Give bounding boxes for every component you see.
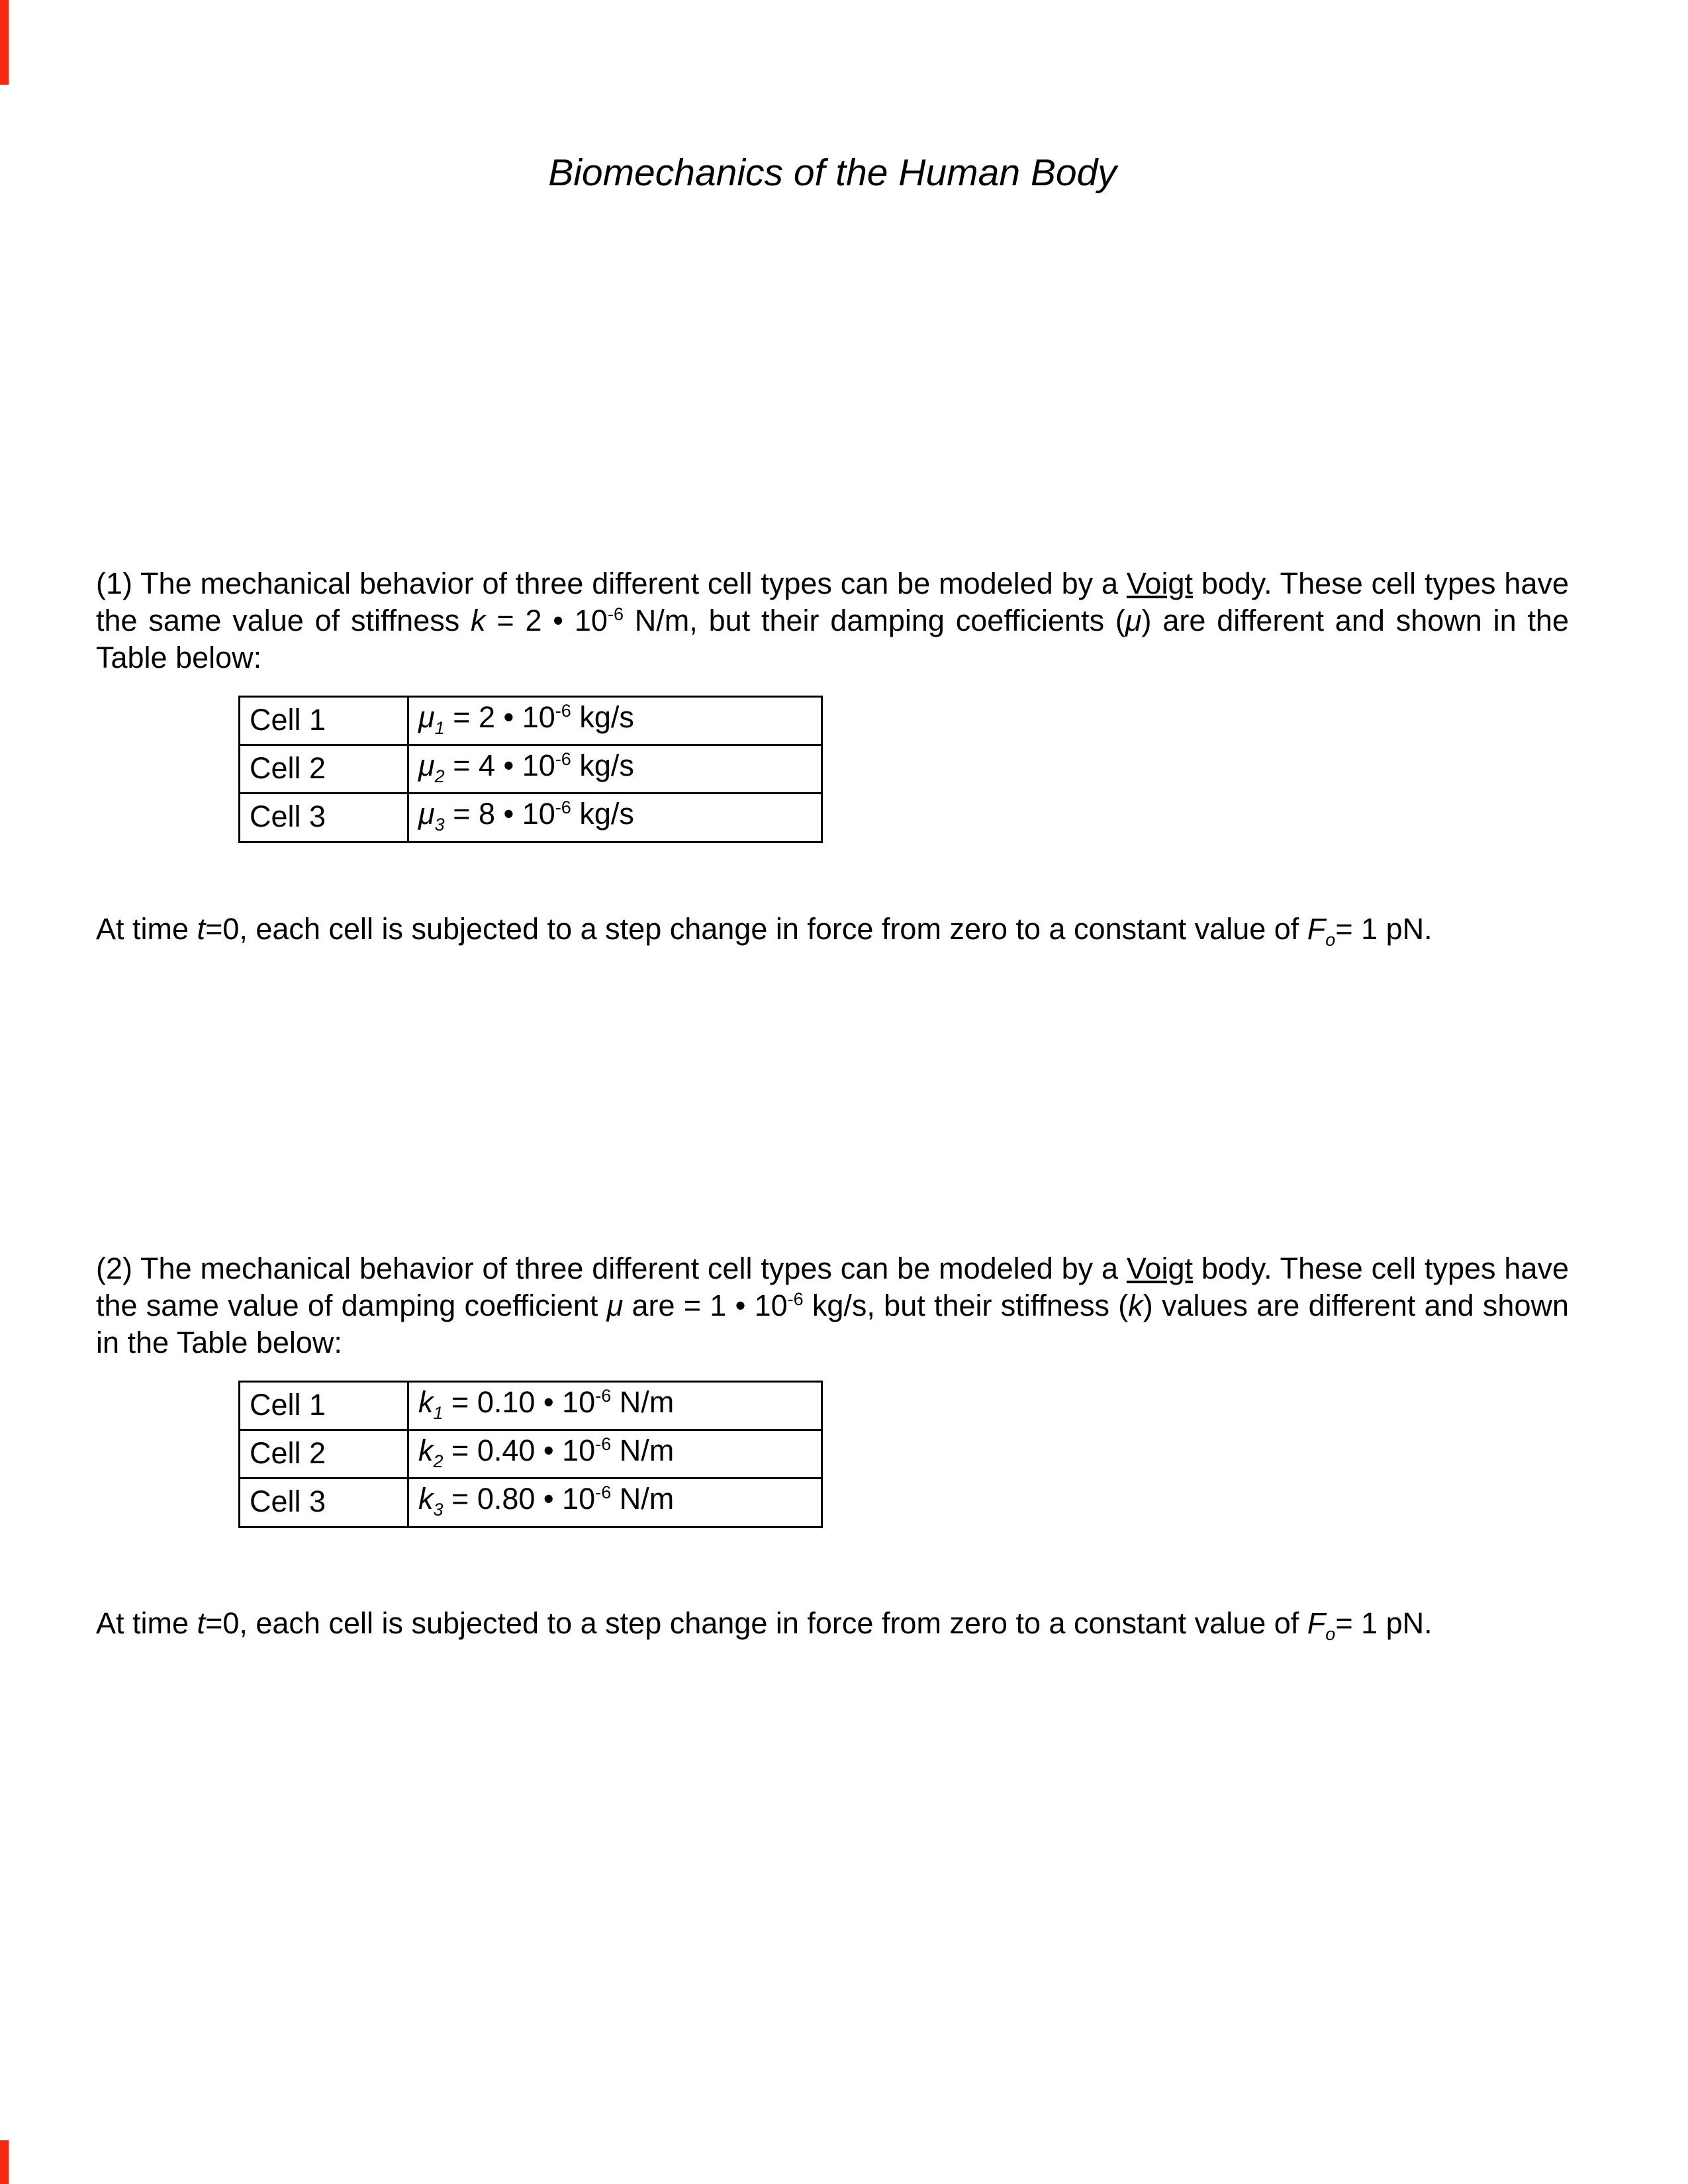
- cell-value: $\mu_1 = 2$ • $10^{-6}$ kg/s: [408, 697, 822, 745]
- cell-value: $\mu_3 = 8$ • $10^{-6}$ kg/s: [408, 794, 822, 842]
- table-row: [240, 794, 822, 842]
- table-row: [240, 1430, 822, 1479]
- cell-value: $k_2 = 0.40$ • $10^{-6}$ N/m: [408, 1430, 822, 1479]
- cell-label: Cell 1: [240, 1382, 408, 1430]
- problem1-intro: (1) The mechanical behavior of three different cell types can be modeled by a Voigt body. These cell types have the same value of stiffness k = 2 • $10^{-6}$ N/m, but their damping coefficients (μ) are different and shown in the Table below:: [96, 567, 1569, 674]
- cell-value: $k_1 = 0.10$ • $10^{-6}$ N/m: [408, 1382, 822, 1430]
- problem2-note: At time t=0, each cell is subjected to a step change in force from zero to a constant value of $F_o= 1$ pN.: [96, 1606, 1432, 1644]
- cell-label: Cell 2: [240, 1430, 408, 1479]
- problem2-table: [238, 1381, 823, 1527]
- scan-edge-artifact-bottom: [0, 2140, 9, 2184]
- cell-label: Cell 3: [240, 794, 408, 842]
- problem2-intro: (2) The mechanical behavior of three different cell types can be modeled by a Voigt body. These cell types have the same value of damping coefficient μ are = 1 • $10^{-6}$ kg/s, but their stiffness (k) values are different and shown in the Table below:: [96, 1251, 1570, 1359]
- problem1-table: [238, 696, 823, 842]
- cell-value: $\mu_2 = 4$ • $10^{-6}$ kg/s: [408, 745, 822, 794]
- problem1-note: At time t=0, each cell is subjected to a step change in force from zero to a constant value of $F_o= 1$ pN.: [96, 911, 1432, 950]
- scan-edge-artifact-top: [0, 0, 9, 85]
- problem1-table-body: [240, 697, 822, 842]
- page-title: Biomechanics of the Human Body: [548, 152, 1117, 194]
- cell-label: Cell 3: [240, 1479, 408, 1527]
- table-row: [240, 697, 822, 745]
- table-row: [240, 745, 822, 794]
- cell-label: Cell 2: [240, 745, 408, 794]
- cell-value: $k_3 = 0.80$ • $10^{-6}$ N/m: [408, 1479, 822, 1527]
- table-row: [240, 1479, 822, 1527]
- table-row: [240, 1382, 822, 1430]
- cell-label: Cell 1: [240, 697, 408, 745]
- problem2-table-body: [240, 1382, 822, 1527]
